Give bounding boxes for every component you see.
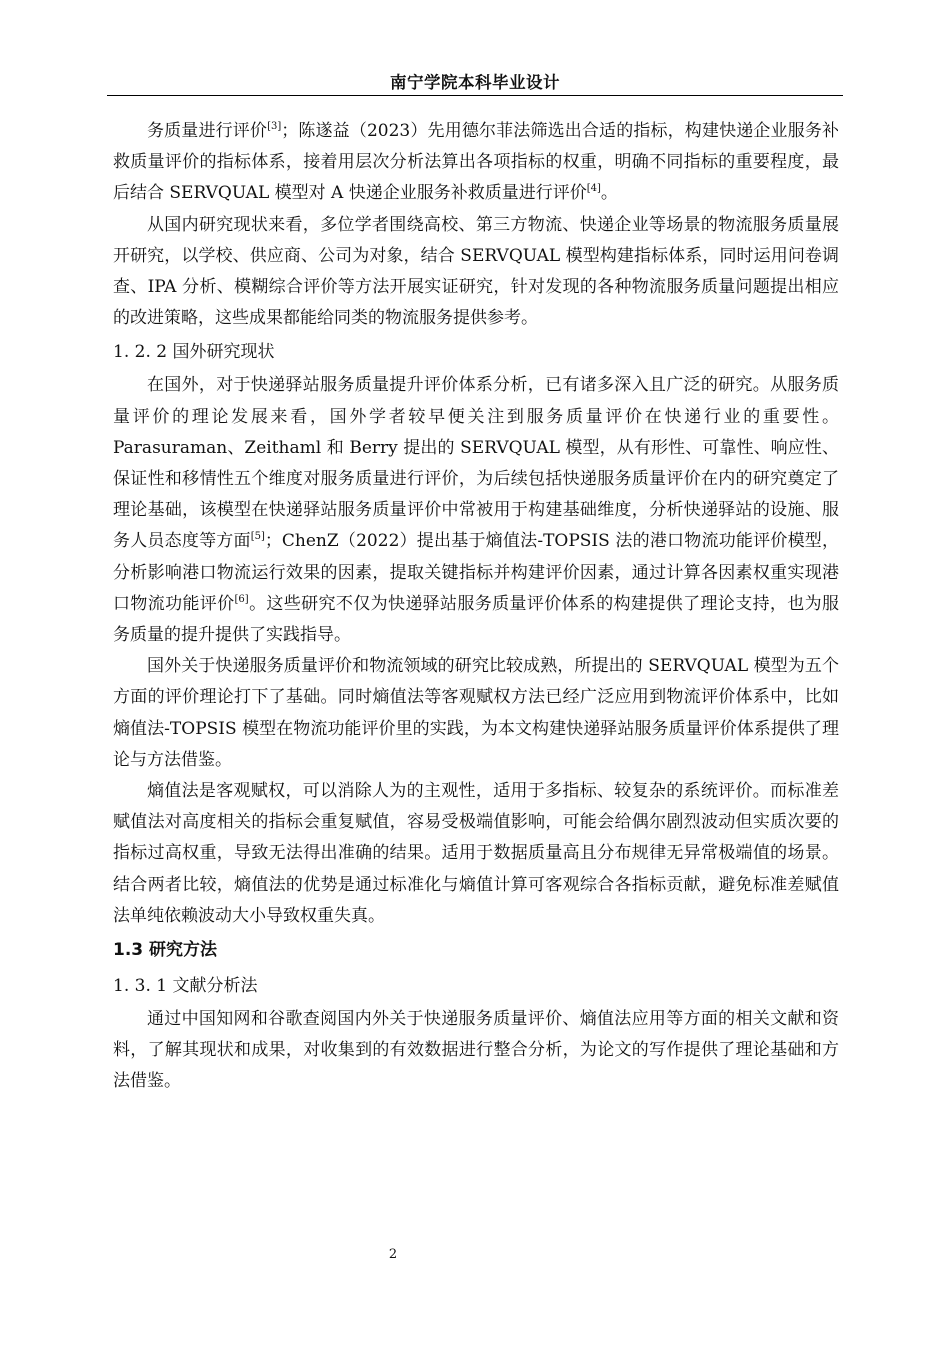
body-text [113,116,839,1098]
paragraph-foreign-summary: 国外关于快递服务质量评价和物流领域的研究比较成熟，所提出的 SERVQUAL 模型为五个方面的评价理论打下了基础。同时熵值法等客观赋权方法已经广泛应用到物流评价体系中，比如熵值法-TOPSIS 模型在物流功能评价里的实践，为本文构建快递驿站服务质量评价体系提供了理论与方法借鉴。 [113,656,839,770]
paragraph-text: ；ChenZ（2022）提出基于熵值法-TOPSIS 法的港口物流功能评价模型，分析影响港口物流运行效果的因素，提取关键指标并构建评价因素，通过计算各因素权重实现港口物流功能评价 [113,531,839,614]
citation-ref: [6] [234,593,249,605]
paragraph-domestic-review-end [113,116,839,210]
citation-ref: [5] [250,531,265,543]
section-heading-1-2-2: 1. 2. 2 国外研究现状 [113,342,275,363]
citation-ref: [4] [586,183,601,195]
paragraph-text: ；陈遂益（2023）先用德尔菲法筛选出合适的指标，构建快递企业服务补救质量评价的指标体系，接着用层次分析法算出各项指标的权重，明确不同指标的重要程度，最后结合 SERVQUAL 模型对 A 快递企业服务补救质量进行评价 [113,121,840,204]
paragraph-foreign-review [113,370,839,651]
paragraph-literature-method: 通过中国知网和谷歌查阅国内外关于快递服务质量评价、熵值法应用等方面的相关文献和资料，了解其现状和成果，对收集到的有效数据进行整合分析，为论文的写作提供了理论基础和方法借鉴。 [113,1009,839,1092]
paragraph-text: 务质量进行评价 [147,121,268,141]
page-header: 南宁学院本科毕业设计 [390,73,560,92]
citation-ref: [3] [267,121,282,132]
paragraph-domestic-summary: 从国内研究现状来看，多位学者围绕高校、第三方物流、快递企业等场景的物流服务质量展开研究，以学校、供应商、公司为对象，结合 SERVQUAL 模型构建指标体系，同时运用问卷调查、IPA 分析、模糊综合评价等方法开展实证研究，针对发现的各种物流服务质量问题提出相应的改进策略，这些成果都能给同类的物流服务提供参考。 [113,214,839,329]
header-rule [107,95,843,96]
section-heading-1-3-1: 1. 3. 1 文献分析法 [113,976,258,997]
paragraph-entropy-comparison: 熵值法是客观赋权，可以消除人为的主观性，适用于多指标、较复杂的系统评价。而标准差赋值法对高度相关的指标会重复赋值，容易受极端值影响，可能会给偶尔剧烈波动但实质次要的指标过高权重，导致无法得出准确的结果。适用于数据质量高且分布规律无异常极端值的场景。结合两者比较，熵值法的优势是通过标准化与熵值计算可客观综合各指标贡献，避免标准差赋值法单纯依赖波动大小导致权重失真。 [113,781,839,926]
paragraph-text: 。 [600,183,618,204]
paragraph-text: 。这些研究不仅为快递驿站服务质量评价体系的构建提供了理论支持，也为服务质量的提升提供了实践指导。 [113,593,839,646]
section-heading-1-3: 1.3 研究方法 [113,940,218,961]
page-number: 2 [388,1247,398,1262]
paragraph-text: 在国外，对于快递驿站服务质量提升评价体系分析，已有诸多深入且广泛的研究。从服务质量评价的理论发展来看，国外学者较早便关注到服务质量评价在快递行业的重要性。Parasuraman、Zeithaml 和 Berry 提出的 SERVQUAL 模型，从有形性、可靠性、响应性、保证性和移情性五个维度对服务质量进行评价，为后续包括快递服务质量评价在内的研究奠定了理论基础，该模型在快递驿站服务质量评价中常被用于构建基础维度，分析快递驿站的设施、服务人员态度等方面 [113,375,839,552]
